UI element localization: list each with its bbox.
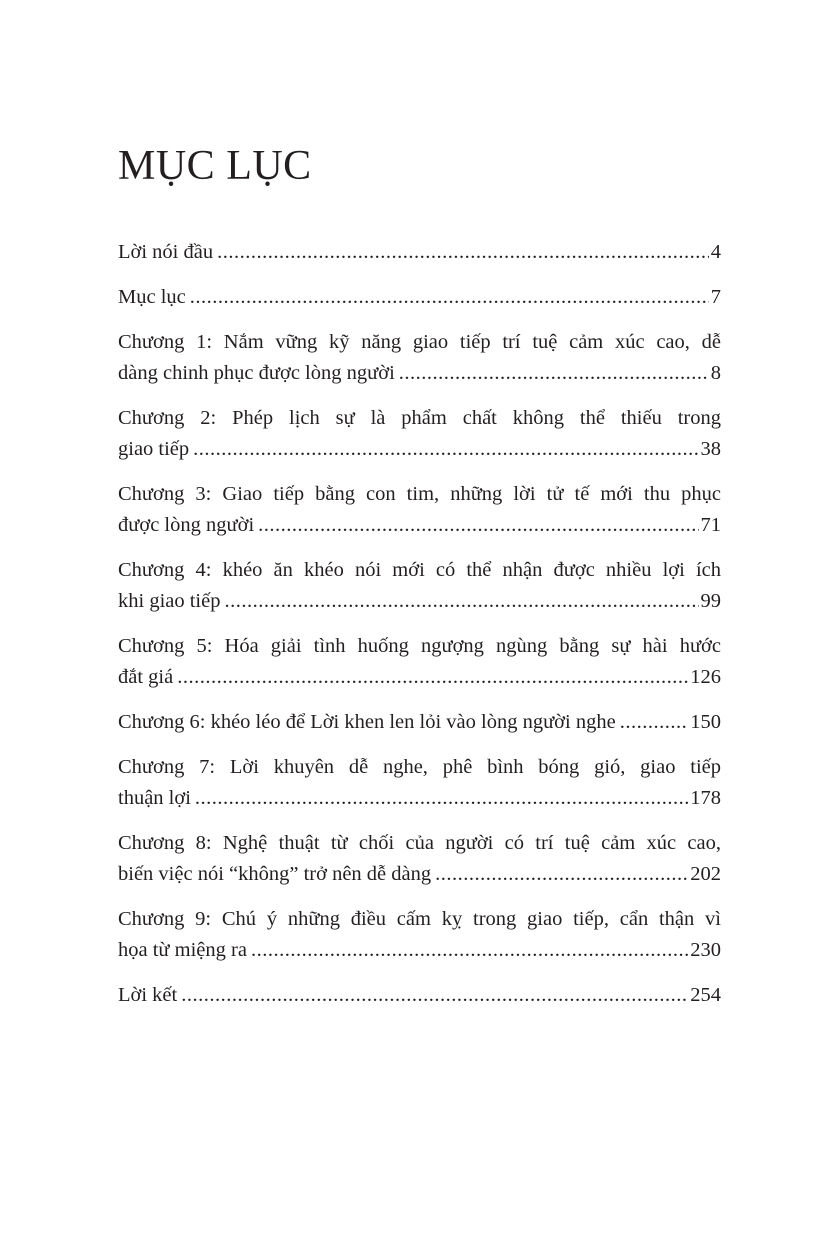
dot-leader [435,859,688,890]
toc-entry-last-line [118,859,721,890]
toc-entry-text: thuận lợi [118,787,191,809]
toc-entry-last-line [118,510,721,541]
dot-leader [258,510,698,541]
toc-page-number: 230 [690,939,721,961]
toc-entry-text: biến việc nói “không” trở nên dễ dàng [118,863,432,885]
toc-entry-line: Chương 8: Nghệ thuật từ chối của người có trí tuệ cảm xúc cao, [118,832,721,854]
dot-leader [193,434,698,465]
dot-leader [217,237,709,268]
toc-entry-last-line [118,662,721,693]
toc-entry-last-line [118,358,721,389]
toc-entry[interactable] [118,327,721,389]
toc-entry-last-line [118,935,721,966]
dot-leader [181,980,688,1011]
dot-leader [195,783,688,814]
toc-entry-text: Lời nói đầu [118,241,214,263]
toc-entry[interactable] [118,479,721,541]
toc-entry-last-line [118,980,721,1011]
toc-entry[interactable] [118,904,721,966]
toc-list [118,237,721,1025]
toc-page-number: 178 [690,787,721,809]
toc-entry[interactable] [118,828,721,890]
dot-leader [620,707,689,738]
toc-entry[interactable] [118,631,721,693]
toc-entry-text: được lòng người [118,514,255,536]
toc-entry-line: Chương 2: Phép lịch sự là phẩm chất không thể thiếu trong [118,407,721,429]
toc-entry-line: Chương 5: Hóa giải tình huống ngượng ngùng bằng sự hài hước [118,635,721,657]
dot-leader [224,586,698,617]
toc-entry-last-line [118,434,721,465]
toc-page-number: 126 [690,666,721,688]
toc-entry[interactable] [118,752,721,814]
toc-page-number: 202 [690,863,721,885]
toc-page-number: 150 [690,711,721,733]
toc-entry[interactable] [118,555,721,617]
toc-entry-line: Chương 3: Giao tiếp bằng con tim, những lời tử tế mới thu phục [118,483,721,505]
toc-page-number: 4 [710,241,721,263]
toc-entry[interactable] [118,980,721,1011]
toc-entry-text: họa từ miệng ra [118,939,247,961]
toc-entry-line: Chương 1: Nắm vững kỹ năng giao tiếp trí tuệ cảm xúc cao, dễ [118,331,721,353]
toc-entry-text: khi giao tiếp [118,590,221,612]
toc-entry[interactable] [118,403,721,465]
toc-entry-last-line [118,707,721,738]
dot-leader [251,935,688,966]
toc-entry[interactable] [118,282,721,313]
page-title: MỤC LỤC [118,143,312,189]
toc-page-number: 7 [710,286,721,308]
toc-entry-last-line [118,586,721,617]
toc-entry-line: Chương 9: Chú ý những điều cấm kỵ trong giao tiếp, cẩn thận vì [118,908,721,930]
toc-entry-line: Chương 4: khéo ăn khéo nói mới có thể nhận được nhiều lợi ích [118,559,721,581]
toc-entry-text: Chương 6: khéo léo để Lời khen len lỏi vào lòng người nghe [118,711,616,733]
toc-page-number: 8 [710,362,721,384]
toc-entry-text: đắt giá [118,666,174,688]
toc-entry-text: giao tiếp [118,438,190,460]
toc-entry[interactable] [118,237,721,268]
toc-entry-text: Mục lục [118,286,186,308]
toc-entry-line: Chương 7: Lời khuyên dễ nghe, phê bình bóng gió, giao tiếp [118,756,721,778]
toc-entry-text: dàng chinh phục được lòng người [118,362,395,384]
toc-entry[interactable] [118,707,721,738]
toc-page-number: 254 [690,984,721,1006]
toc-page-number: 71 [700,514,721,536]
toc-entry-text: Lời kết [118,984,178,1006]
toc-entry-last-line [118,783,721,814]
toc-entry-last-line [118,282,721,313]
dot-leader [399,358,709,389]
toc-entry-last-line [118,237,721,268]
dot-leader [177,662,688,693]
toc-page-number: 99 [700,590,721,612]
toc-page-number: 38 [700,438,721,460]
dot-leader [190,282,709,313]
